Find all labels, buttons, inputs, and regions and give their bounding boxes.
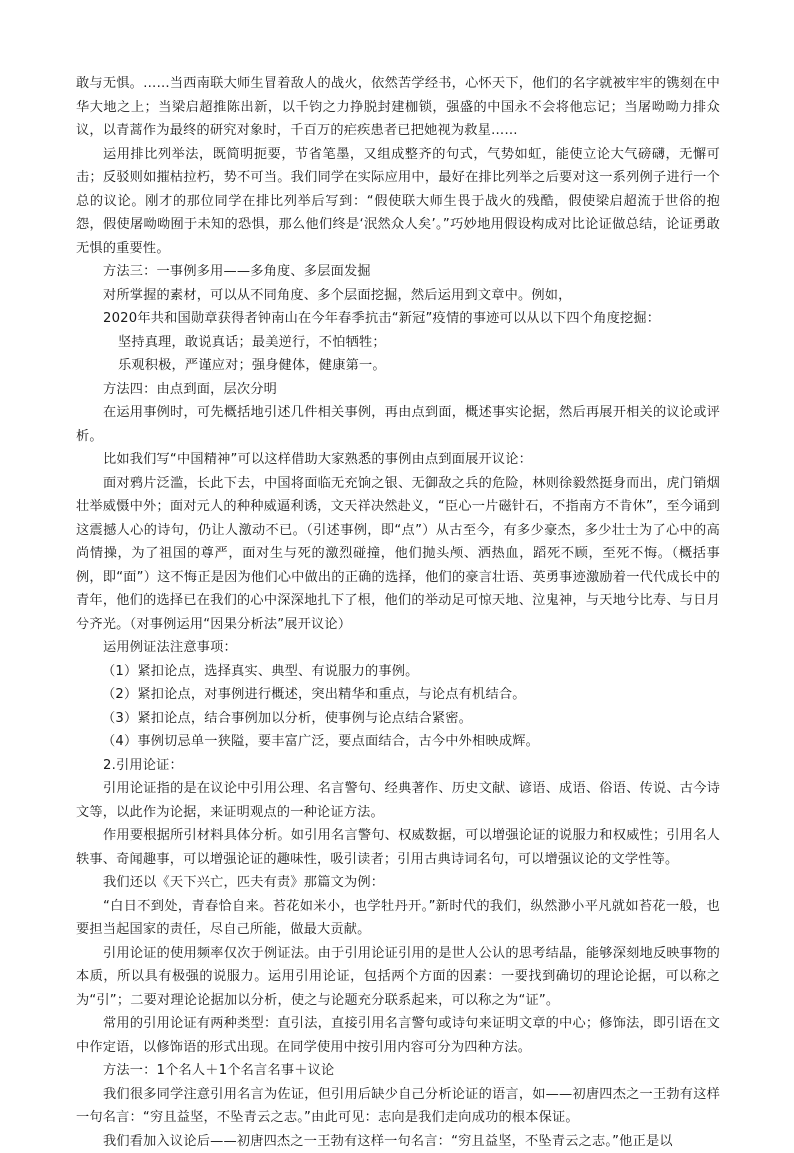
paragraph-essay-reference: 我们还以《天下兴亡，匹夫有责》那篇文为例： (76, 871, 720, 895)
paragraph-quotation-types: 常用的引用论证有两种类型：直引法，直接引用名言警句或诗句来证明文章的中心；修饰法，即引语在文中作定语，以修饰语的形式出现。在同学使用中按引用内容可分为四种方法。 (76, 1012, 720, 1059)
heading-method-four: 方法四：由点到面，层次分明 (76, 378, 720, 402)
list-angle-line-2: 乐观积极，严谨应对；强身健体，健康第一。 (76, 354, 720, 378)
paragraph-intro: 敢与无惧。……当西南联大师生冒着敌人的战火，依然苦学经书，心怀天下，他们的名字就被牢牢的镌刻在中华大地之上；当梁启超推陈出新，以千钧之力挣脱封建枷锁，强盛的中国永不会将他忘记；当屠呦呦力排众议，以青蒿作为最终的研究对象时，千百万的疟疾患者已把她视为救星…… (76, 72, 720, 143)
note-item-3: （3）紧扣论点，结合事例加以分析，使事例与论点结合紧密。 (76, 707, 720, 731)
paragraph-method-three: 对所掌握的素材，可以从不同角度、多个层面挖掘，然后运用到文章中。例如， (76, 284, 720, 308)
paragraph-quotation-definition: 引用论证指的是在议论中引用公理、名言警句、经典著作、历史文献、谚语、成语、俗语、传说、古今诗文等，以此作为论据，来证明观点的一种论证方法。 (76, 777, 720, 824)
note-item-4: （4）事例切忌单一狭隘，要丰富广泛，要点面结合，古今中外相映成辉。 (76, 730, 720, 754)
heading-quotation-method-one: 方法一：1个名人＋1个名言名事＋议论 (76, 1059, 720, 1083)
note-item-2: （2）紧扣论点，对事例进行概述，突出精华和重点，与论点有机结合。 (76, 683, 720, 707)
paragraph-moss-poem: “白日不到处，青春恰自来。苔花如米小，也学牡丹开。”新时代的我们，纵然渺小平凡就如苔花一般，也要担当起国家的责任，尽自己所能，做最大贡献。 (76, 895, 720, 942)
note-item-1: （1）紧扣论点，选择真实、典型、有说服力的事例。 (76, 660, 720, 684)
paragraph-quotation-frequency: 引用论证的使用频率仅次于例证法。由于引用论证引用的是世人公认的思考结晶，能够深刻地反映事物的本质，所以具有极强的说服力。运用引用论证，包括两个方面的因素：一要找到确切的理论论据，可以称之为“引”；二要对理论论据加以分析，使之与论题充分联系起来，可以称之为“证”。 (76, 942, 720, 1013)
heading-example-notes: 运用例证法注意事项： (76, 636, 720, 660)
heading-quotation-argument: 2.引用论证： (76, 754, 720, 778)
paragraph-method-four: 在运用事例时，可先概括地引述几件相关事例，再由点到面，概述事实论据，然后再展开相关的议论或评析。 (76, 401, 720, 448)
paragraph-parallel-method: 运用排比列举法，既简明扼要，节省笔墨，又组成整齐的句式，气势如虹，能使立论大气磅礴，无懈可击；反驳则如摧枯拉朽，势不可当。我们同学在实际应用中，最好在排比列举之后要对这一系列例子进行一个总的议论。刚才的那位同学在排比列举后写到：“假使联大师生畏于战火的残酷，假使梁启超流于世俗的抱怨，假使屠呦呦囿于未知的恐惧，那么他们终是‘泯然众人矣’。”巧妙地用假设构成对比论证做总结，论证勇敢无惧的重要性。 (76, 143, 720, 261)
list-angle-line-1: 坚持真理，敢说真话；最美逆行，不怕牺牲； (76, 331, 720, 355)
paragraph-zhong-nanshan: 2020年共和国勋章获得者钟南山在今年春季抗击“新冠”疫情的事迹可以从以下四个角度挖掘： (76, 307, 720, 331)
paragraph-example-essay: 面对鸦片泛滥，长此下去，中国将面临无充饷之银、无御敌之兵的危险，林则徐毅然挺身而出，虎门销烟壮举威慑中外；面对元人的种种威逼利诱，文天祥决然赴义，“臣心一片磁针石，不指南方不肯休”，至今诵到这震撼人心的诗句，仍让人激动不已。（引述事例，即“点”）从古至今，有多少豪杰，多少壮士为了心中的高尚情操，为了祖国的尊严，面对生与死的激烈碰撞，他们抛头颅、洒热血，蹈死不顾，至死不悔。（概括事例，即“面”）这不悔正是因为他们心中做出的正确的选择，他们的豪言壮语、英勇事迹激励着一代代成长中的青年，他们的选择已在我们的心中深深地扎下了根，他们的举动足可惊天地、泣鬼神，与天地兮比寿、与日月兮齐光。（对事例运用“因果分析法”展开议论） (76, 472, 720, 637)
heading-method-three: 方法三：一事例多用——多角度、多层面发掘 (76, 260, 720, 284)
paragraph-quotation-function: 作用要根据所引材料具体分析。如引用名言警句、权威数据，可以增强论证的说服力和权威性；引用名人轶事、奇闻趣事，可以增强论证的趣味性，吸引读者；引用古典诗词名句，可以增强议论的文学性等。 (76, 824, 720, 871)
paragraph-wang-bo-revised: 我们看加入议论后——初唐四杰之一王勃有这样一句名言：“穷且益坚，不坠青云之志。”他正是以 (76, 1130, 720, 1153)
paragraph-china-spirit: 比如我们写“中国精神”可以这样借助大家熟悉的事例由点到面展开议论： (76, 448, 720, 472)
paragraph-wang-bo-example: 我们很多同学注意引用名言为佐证，但引用后缺少自己分析论证的语言，如——初唐四杰之一王勃有这样一句名言：“穷且益坚，不坠青云之志。”由此可见：志向是我们走向成功的根本保证。 (76, 1083, 720, 1130)
